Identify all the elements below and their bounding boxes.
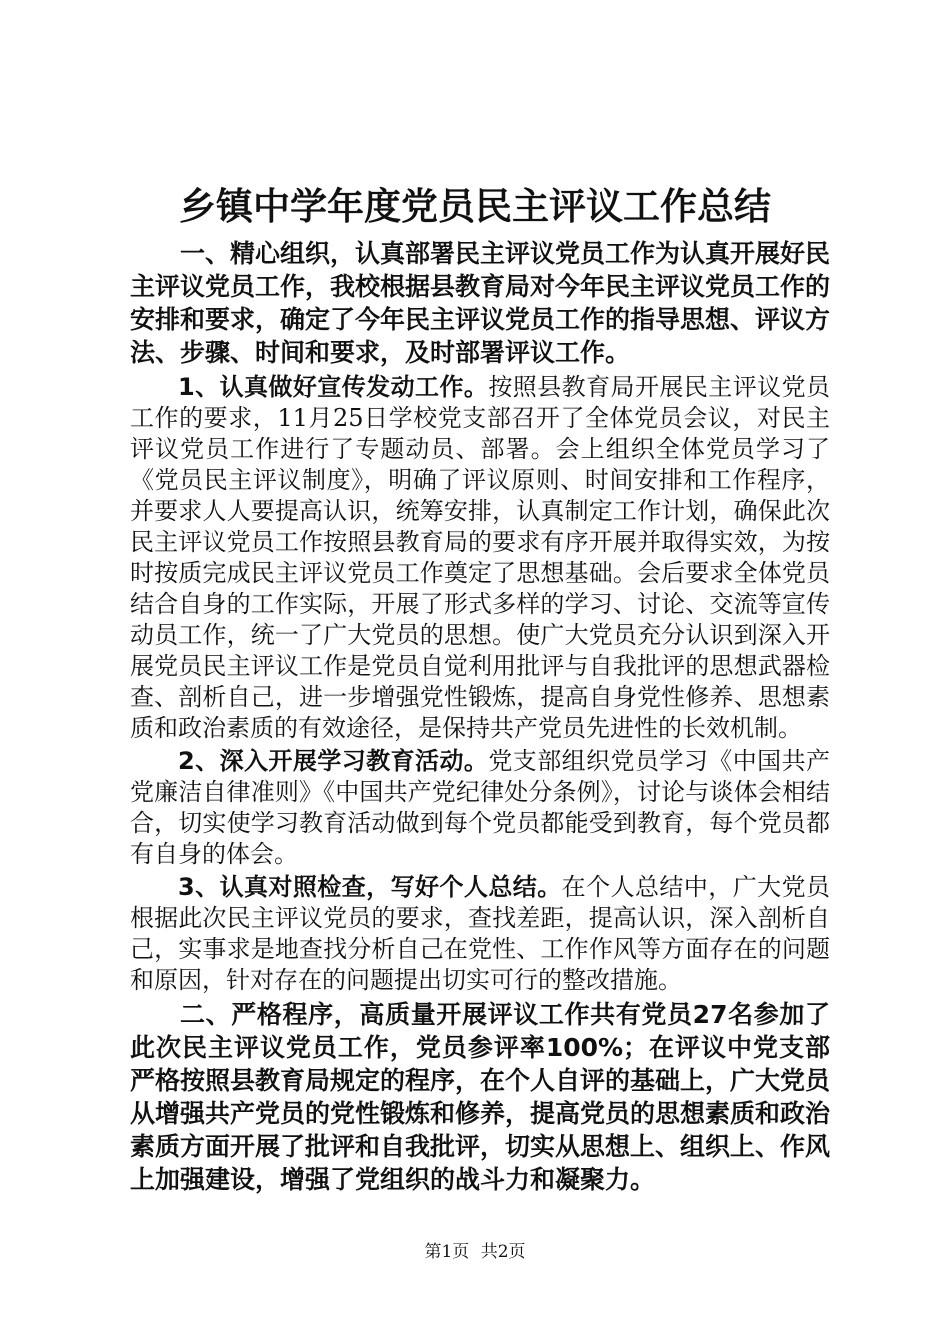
- section-2-paragraph: 二、严格程序，高质量开展评议工作共有党员27名参加了此次民主评议党员工作，党员参评率100%；在评议中党支部严格按照县教育局规定的程序，在个人自评的基础上，广大党员从增强共产党员的党性锻炼和修养，提高党员的思想素质和政治素质方面开展了批评和自我批评，切实从思想上、组织上、作风上加强建设，增强了党组织的战斗力和凝聚力。: [130, 1000, 831, 1194]
- document-title: 乡镇中学年度党员民主评议工作总结: [179, 185, 771, 228]
- item-3-text: 在个人总结中，广大党员根据此次民主评议党员的要求，查找差距，提高认识，深入剖析自己，实事求是地查找分析自己在党性、工作作风等方面存在的问题和原因，针对存在的问题提出切实可行的整改措施。: [130, 873, 831, 994]
- item-2-text: 党支部组织党员学习《中国共产党廉洁自律准则》《中国共产党纪律处分条例》，讨论与谈体会相结合，切实使学习教育活动做到每个党员都能受到教育，每个党员都有自身的体会。: [130, 747, 831, 868]
- section-1-paragraph: 一、精心组织，认真部署民主评议党员工作为认真开展好民主评议党员工作，我校根据县教育局对今年民主评议党员工作的安排和要求，确定了今年民主评议党员工作的指导思想、评议方法、步骤、时间和要求，及时部署评议工作。: [130, 239, 831, 367]
- item-2-heading: 2、深入开展学习教育活动。: [178, 747, 489, 775]
- document-body: [130, 237, 830, 1196]
- page-number: 第1页: [424, 1242, 470, 1262]
- item-2-paragraph: [130, 746, 830, 870]
- item-1-text: 按照县教育局开展民主评议党员工作的要求，11月25日学校党支部召开了全体党员会议，对民主评议党员工作进行了专题动员、部署。会上组织全体党员学习了《党员民主评议制度》，明确了评议原则、时间安排和工作程序，并要求人人要提高认识，统筹安排，认真制定工作计划，确保此次民主评议党员工作按照县教育局的要求有序开展并取得实效，为按时按质完成民主评议党员工作奠定了思想基础。会后要求全体党员结合自身的工作实际，开展了形式多样的学习、讨论、交流等宣传动员工作，统一了广大党员的思想。使广大党员充分认识到深入开展党员民主评议工作是党员自觉利用批评与自我批评的思想武器检查、剖析自己，进一步增强党性锻炼，提高自身党性修养、思想素质和政治素质的有效途径，是保持共产党员先进性的长效机制。: [130, 373, 831, 742]
- item-3-heading: 3、认真对照检查，写好个人总结。: [178, 873, 562, 901]
- page-footer: [0, 1240, 950, 1264]
- item-3-paragraph: [130, 872, 830, 996]
- item-1-heading: 1、认真做好宣传发动工作。: [178, 373, 489, 401]
- page-total: 共2页: [480, 1242, 526, 1262]
- item-1-paragraph: [130, 372, 830, 744]
